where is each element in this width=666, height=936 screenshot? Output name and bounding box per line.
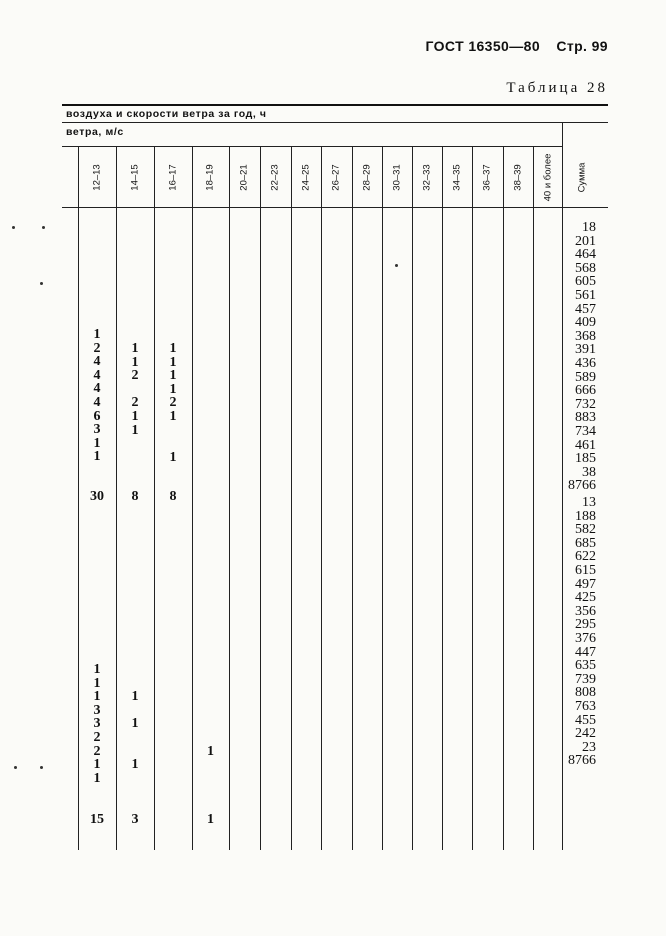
- grid-line: [503, 146, 504, 850]
- col-header-40-plus: 40 и более: [542, 153, 553, 201]
- caption-rule: [62, 122, 608, 123]
- grid-line: [260, 146, 261, 850]
- block1-sum-column: 18 201 464 568 605 561 457 409 368 391 436 589 666 732 883 734 461 185 38 8766: [568, 220, 596, 494]
- caption-top: воздуха и скорости ветра за год, ч: [66, 108, 267, 120]
- block2-total-18-19: 1: [207, 812, 214, 827]
- scan-speck: [395, 264, 398, 267]
- block1-total-12-13: 30: [90, 489, 104, 504]
- page-number: Стр. 99: [556, 38, 608, 54]
- scan-speck: [40, 766, 43, 769]
- col-header-32-33: 32–33: [421, 163, 433, 191]
- col-header-16-17: 16–17: [167, 163, 179, 191]
- top-rule: [62, 104, 608, 106]
- col-header-20-21: 20–21: [238, 163, 250, 191]
- header-top-rule: [62, 146, 562, 147]
- scan-speck: [40, 282, 43, 285]
- header-bottom-rule: [62, 207, 608, 208]
- block2-col-12-13: 1 1 1 3 3 2 2 1 1: [93, 662, 101, 786]
- col-header-24-25: 24–25: [300, 163, 312, 191]
- block2-total-14-15: 3: [131, 812, 139, 827]
- block1-col-16-17: 1 1 1 1 2 1 1: [169, 341, 177, 465]
- col-header-28-29: 28–29: [361, 163, 373, 191]
- col-header-18-19: 18–19: [204, 163, 216, 191]
- block1-total-16-17: 8: [169, 489, 177, 504]
- col-header-sum: Сумма: [576, 162, 588, 192]
- grid-line: [412, 146, 413, 850]
- grid-line: [229, 146, 230, 850]
- scan-speck: [14, 766, 17, 769]
- scan-speck: [42, 226, 45, 229]
- grid-line: [442, 146, 443, 850]
- standard-number: ГОСТ 16350—80: [425, 38, 541, 54]
- block2-sum-column: 13 188 582 685 622 615 497 425 356 295 376 447 635 739 808 763 455 242 23 8766: [568, 495, 596, 769]
- grid-line: [533, 146, 534, 850]
- col-header-30-31: 30–31: [391, 163, 403, 191]
- grid-line: [382, 146, 383, 850]
- col-header-34-35: 34–35: [451, 163, 463, 191]
- page-header: [413, 38, 608, 54]
- block2-col-14-15: 1 1 1: [131, 689, 139, 773]
- col-header-26-27: 26–27: [330, 163, 342, 191]
- col-header-22-23: 22–23: [269, 163, 281, 191]
- grid-line: [291, 146, 292, 850]
- scan-speck: [12, 226, 15, 229]
- caption-sub: ветра, м/с: [66, 126, 124, 138]
- block1-total-14-15: 8: [131, 489, 139, 504]
- col-header-38-39: 38–39: [512, 163, 524, 191]
- col-header-36-37: 36–37: [481, 163, 493, 191]
- col-header-14-15: 14–15: [129, 163, 141, 191]
- table-label: Таблица 28: [506, 80, 608, 96]
- col-header-12-13: 12–13: [91, 163, 103, 191]
- grid-line: [352, 146, 353, 850]
- block2-total-12-13: 15: [90, 812, 104, 827]
- block1-col-12-13: 1 2 4 4 4 4 6 3 1 1: [93, 327, 101, 465]
- grid-line: [321, 146, 322, 850]
- block2-col-18-19: 1: [207, 743, 214, 759]
- block1-col-14-15: 1 1 2 2 1 1: [131, 341, 139, 438]
- grid-line: [472, 146, 473, 850]
